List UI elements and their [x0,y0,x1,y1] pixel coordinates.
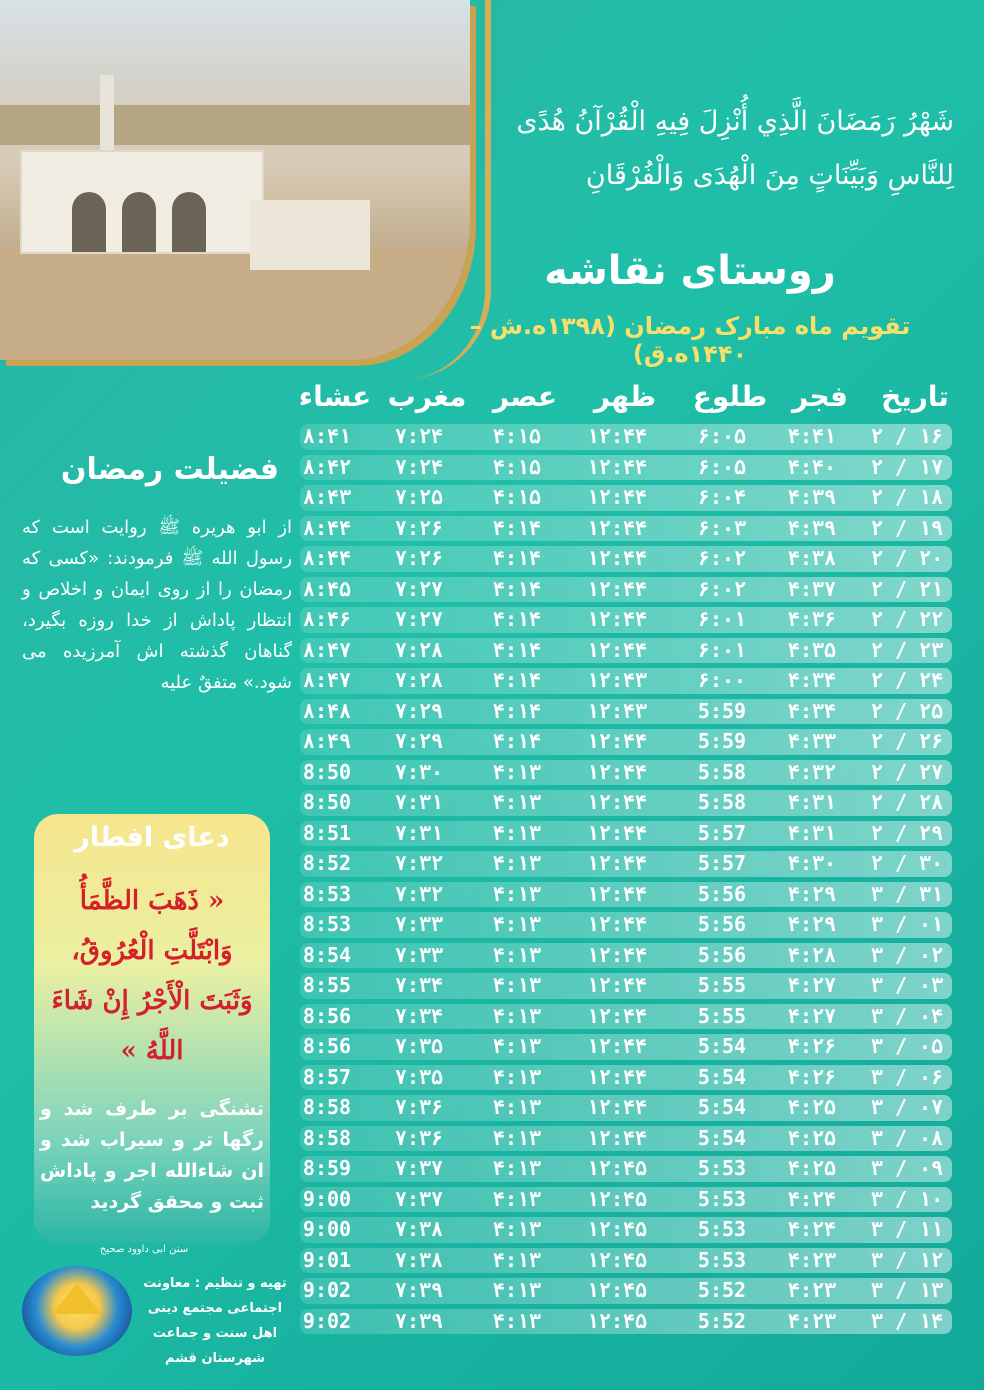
cell-fajr: ۴:۴۰ [787,454,837,479]
cell-maghrib: ۷:۳۸ [394,1217,444,1241]
cell-date: ۳ / ۱۲ [870,1247,944,1272]
cell-isha: 8:50 [302,790,352,814]
cell-fajr: ۴:۳۶ [787,607,837,631]
cell-isha: 8:52 [302,851,352,875]
cell-sunrise: ۶:۰۴ [697,485,747,509]
cell-isha: 8:54 [302,942,352,967]
cell-dhuhr: ۱۲:۴۴ [586,454,648,479]
cell-dhuhr: ۱۲:۴۴ [586,973,648,997]
organization-logo [22,1266,132,1356]
cell-date: ۳ / ۳۱ [870,881,944,906]
cell-fajr: ۴:۳۴ [787,668,837,692]
cell-isha: ۸:۴۲ [302,454,352,479]
cell-dhuhr: ۱۲:۴۴ [586,759,648,784]
cell-asr: ۴:۱۳ [492,1308,542,1333]
cell-isha: 8:51 [302,820,352,845]
cell-date: ۳ / ۱۴ [870,1308,944,1333]
cell-maghrib: ۷:۳۷ [394,1156,444,1180]
quran-verse [454,95,954,203]
cell-sunrise: ۶:۰۵ [697,424,747,448]
header-sunrise: طلوع [692,380,768,413]
cell-date: ۲ / ۳۰ [870,851,944,875]
cell-dhuhr: ۱۲:۴۴ [586,576,648,601]
cell-sunrise: ۶:۰۳ [697,515,747,540]
verse-line-2: لِلنَّاسِ وَبَيِّنَاتٍ مِنَ الْهُدَى وَالْفُرْقَانِ [585,160,954,191]
cell-asr: ۴:۱۳ [492,1156,542,1180]
table-row [300,607,952,633]
cell-maghrib: ۷:۲۷ [394,576,444,601]
table-row [300,1309,952,1335]
cell-isha: 9:00 [302,1186,352,1211]
cell-fajr: ۴:۳۱ [787,820,837,845]
header-fajr: فجر [792,380,848,413]
cell-dhuhr: ۱۲:۴۴ [586,1125,648,1150]
cell-date: ۲ / ۱۷ [870,454,944,479]
cell-asr: ۴:۱۴ [492,668,542,692]
table-header [300,380,960,420]
cell-isha: 8:56 [302,1003,352,1028]
cell-fajr: ۴:۲۶ [787,1034,837,1058]
cell-maghrib: ۷:۳۲ [394,881,444,906]
cell-isha: ۸:۴۷ [302,668,352,692]
cell-maghrib: ۷:۳۱ [394,790,444,814]
cell-date: ۲ / ۲۰ [870,546,944,570]
cell-asr: ۴:۱۳ [492,1247,542,1272]
cell-maghrib: ۷:۳۹ [394,1308,444,1333]
cell-asr: ۴:۱۴ [492,576,542,601]
fadilat-title: فضیلت رمضان [60,452,280,487]
cell-asr: ۴:۱۳ [492,1186,542,1211]
cell-dhuhr: ۱۲:۴۴ [586,424,648,448]
cell-asr: ۴:۱۴ [492,546,542,570]
table-row [300,729,952,755]
table-row [300,1187,952,1213]
table-row [300,638,952,664]
table-row [300,1065,952,1091]
prepared-by: تهیه و تنظیم : معاونت اجتماعی مجتمع دینی اهل سنت و جماعت شهرستان قشم [143,1276,287,1366]
cell-date: ۲ / ۱۸ [870,485,944,509]
cell-asr: ۴:۱۳ [492,820,542,845]
cell-dhuhr: ۱۲:۴۴ [586,546,648,570]
cell-asr: ۴:۱۳ [492,912,542,936]
cell-sunrise: 5:53 [697,1186,747,1211]
cell-sunrise: 5:58 [697,759,747,784]
cell-dhuhr: ۱۲:۴۴ [586,485,648,509]
cell-dhuhr: ۱۲:۴۵ [586,1247,648,1272]
cell-maghrib: ۷:۲۴ [394,424,444,448]
cell-fajr: ۴:۲۵ [787,1125,837,1150]
cell-sunrise: 5:53 [697,1247,747,1272]
cell-dhuhr: ۱۲:۴۴ [586,851,648,875]
table-row [300,546,952,572]
cell-dhuhr: ۱۲:۴۴ [586,515,648,540]
cell-sunrise: 5:54 [697,1125,747,1150]
cell-maghrib: ۷:۳۶ [394,1095,444,1119]
cell-date: ۳ / ۰۲ [870,942,944,967]
cell-dhuhr: ۱۲:۴۴ [586,820,648,845]
cell-asr: ۴:۱۴ [492,698,542,723]
cell-dhuhr: ۱۲:۴۴ [586,1064,648,1089]
header-maghrib: مغرب [387,380,467,413]
cell-fajr: ۴:۲۷ [787,1003,837,1028]
cell-asr: ۴:۱۳ [492,790,542,814]
cell-dhuhr: ۱۲:۴۴ [586,912,648,936]
cell-isha: ۸:۴۶ [302,607,352,631]
cell-sunrise: 5:55 [697,973,747,997]
cell-asr: ۴:۱۳ [492,1003,542,1028]
cell-sunrise: ۶:۰۲ [697,546,747,570]
cell-fajr: ۴:۲۴ [787,1217,837,1241]
cell-date: ۲ / ۲۷ [870,759,944,784]
cell-maghrib: ۷:۲۵ [394,485,444,509]
cell-asr: ۴:۱۳ [492,1217,542,1241]
fadilat-text: از ابو هریره ﷺ روایت است که رسول الله ﷺ فرمودند: «کسی که رمضان را از روی ایمان و اخلاص و انتظار پاداش از خدا روزه بگیرد، گناهان گذشته اش آمرزیده می شود.» متفقٌ علیه [22,517,292,693]
table-row [300,912,952,938]
cell-date: ۲ / ۲۹ [870,820,944,845]
dua-text: « ذَهَبَ الظَّمَأُ وَابْتَلَّتِ الْعُرُوقُ، وَثَبَتَ الْأَجْرُ إِنْ شَاءَ اللَّهُ » [51,886,253,1066]
cell-maghrib: ۷:۲۶ [394,546,444,570]
cell-asr: ۴:۱۴ [492,637,542,662]
dua-translation: تشنگی بر طرف شد و رگها تر و سیراب شد و ان شاءالله اجر و پاداش ثبت و محقق گردید [40,1098,264,1213]
cell-isha: ۸:۴۴ [302,515,352,540]
cell-isha: 9:02 [302,1308,352,1333]
cell-maghrib: ۷:۲۹ [394,729,444,753]
cell-date: ۳ / ۰۶ [870,1064,944,1089]
verse-line-1: شَهْرُ رَمَضَانَ الَّذِي أُنْزِلَ فِيهِ الْقُرْآنُ هُدًى [516,106,954,137]
cell-fajr: ۴:۲۷ [787,973,837,997]
cell-fajr: ۴:۲۳ [787,1278,837,1302]
cell-fajr: ۴:۲۵ [787,1156,837,1180]
cell-isha: ۸:۴۹ [302,729,352,753]
cell-sunrise: 5:58 [697,790,747,814]
cell-asr: ۴:۱۳ [492,881,542,906]
table-row [300,668,952,694]
cell-asr: ۴:۱۳ [492,1095,542,1119]
cell-fajr: ۴:۳۹ [787,515,837,540]
cell-dhuhr: ۱۲:۴۵ [586,1186,648,1211]
cell-date: ۳ / ۰۷ [870,1095,944,1119]
cell-dhuhr: ۱۲:۴۵ [586,1156,648,1180]
table-row [300,577,952,603]
table-row [300,1034,952,1060]
cell-asr: ۴:۱۵ [492,454,542,479]
cell-sunrise: 5:54 [697,1064,747,1089]
cell-asr: ۴:۱۴ [492,729,542,753]
cell-asr: ۴:۱۴ [492,515,542,540]
cell-isha: 9:00 [302,1217,352,1241]
table-row [300,943,952,969]
cell-fajr: ۴:۳۳ [787,729,837,753]
cell-date: ۲ / ۲۳ [870,637,944,662]
cell-date: ۳ / ۰۱ [870,912,944,936]
cell-date: ۳ / ۱۰ [870,1186,944,1211]
cell-fajr: ۴:۳۵ [787,637,837,662]
cell-date: ۲ / ۱۶ [870,424,944,448]
cell-sunrise: ۶:۰۰ [697,668,747,692]
cell-dhuhr: ۱۲:۴۵ [586,1278,648,1302]
cell-isha: ۸:۴۱ [302,424,352,448]
cell-asr: ۴:۱۳ [492,1278,542,1302]
cell-isha: 8:58 [302,1095,352,1119]
cell-sunrise: 5:56 [697,942,747,967]
cell-date: ۲ / ۲۶ [870,729,944,753]
cell-dhuhr: ۱۲:۴۴ [586,1034,648,1058]
cell-isha: 8:57 [302,1064,352,1089]
header-asr: عصر [492,380,558,413]
cell-sunrise: 5:57 [697,851,747,875]
cell-isha: ۸:۴۳ [302,485,352,509]
cell-isha: 8:59 [302,1156,352,1180]
table-row [300,790,952,816]
cell-isha: 8:53 [302,881,352,906]
cell-isha: 8:56 [302,1034,352,1058]
cell-sunrise: 5:59 [697,698,747,723]
cell-isha: 8:53 [302,912,352,936]
table-row [300,516,952,542]
cell-sunrise: 5:54 [697,1095,747,1119]
cell-sunrise: 5:54 [697,1034,747,1058]
cell-sunrise: 5:53 [697,1217,747,1241]
cell-date: ۲ / ۲۲ [870,607,944,631]
cell-fajr: ۴:۲۳ [787,1247,837,1272]
cell-asr: ۴:۱۳ [492,1034,542,1058]
cell-sunrise: 5:56 [697,881,747,906]
cell-date: ۳ / ۰۹ [870,1156,944,1180]
cell-maghrib: ۷:۳۶ [394,1125,444,1150]
cell-sunrise: 5:57 [697,820,747,845]
cell-fajr: ۴:۲۳ [787,1308,837,1333]
cell-maghrib: ۷:۳۷ [394,1186,444,1211]
cell-isha: ۸:۴۵ [302,576,352,601]
cell-maghrib: ۷:۳۵ [394,1064,444,1089]
table-row [300,485,952,511]
cell-date: ۲ / ۲۱ [870,576,944,601]
cell-date: ۳ / ۱۳ [870,1278,944,1302]
cell-maghrib: ۷:۲۶ [394,515,444,540]
cell-sunrise: 5:52 [697,1278,747,1302]
table-row [300,424,952,450]
cell-dhuhr: ۱۲:۴۳ [586,668,648,692]
cell-sunrise: ۶:۰۲ [697,576,747,601]
header-date: تاریخ [881,380,949,413]
cell-dhuhr: ۱۲:۴۴ [586,729,648,753]
cell-sunrise: ۶:۰۱ [697,637,747,662]
cell-isha: 9:01 [302,1247,352,1272]
cell-date: ۳ / ۰۸ [870,1125,944,1150]
table-row [300,851,952,877]
prayer-times-table [300,424,952,1339]
table-row [300,1095,952,1121]
cell-sunrise: 5:59 [697,729,747,753]
cell-asr: ۴:۱۳ [492,1125,542,1150]
cell-isha: ۸:۴۸ [302,698,352,723]
cell-fajr: ۴:۲۵ [787,1095,837,1119]
cell-dhuhr: ۱۲:۴۴ [586,942,648,967]
cell-fajr: ۴:۲۹ [787,912,837,936]
table-row [300,1156,952,1182]
cell-dhuhr: ۱۲:۴۴ [586,790,648,814]
cell-fajr: ۴:۳۴ [787,698,837,723]
dua-source: سنن ابی داوود صحیح [99,1244,189,1255]
cell-maghrib: ۷:۲۴ [394,454,444,479]
header-dhuhr: ظهر [593,380,657,413]
cell-maghrib: ۷:۳۳ [394,942,444,967]
cell-sunrise: 5:55 [697,1003,747,1028]
cell-fajr: ۴:۳۸ [787,546,837,570]
cell-maghrib: ۷:۳۸ [394,1247,444,1272]
cell-fajr: ۴:۲۸ [787,942,837,967]
cell-dhuhr: ۱۲:۴۴ [586,1095,648,1119]
cell-maghrib: ۷:۳۵ [394,1034,444,1058]
cell-maghrib: ۷:۲۹ [394,698,444,723]
table-row [300,973,952,999]
cell-date: ۳ / ۰۴ [870,1003,944,1028]
village-title: روستای نقاشه [544,248,836,294]
cell-date: ۲ / ۲۵ [870,698,944,723]
table-row [300,882,952,908]
cell-fajr: ۴:۲۴ [787,1186,837,1211]
cell-dhuhr: ۱۲:۴۵ [586,1217,648,1241]
cell-isha: 8:55 [302,973,352,997]
cell-dhuhr: ۱۲:۴۴ [586,607,648,631]
cell-sunrise: 5:56 [697,912,747,936]
cell-maghrib: ۷:۲۷ [394,607,444,631]
calendar-title: تقویم ماه مبارک رمضان (۱۳۹۸ه.ش – ۱۴۴۰ه.ق) [469,312,911,368]
cell-isha: ۸:۴۴ [302,546,352,570]
cell-asr: ۴:۱۳ [492,942,542,967]
cell-maghrib: ۷:۳۲ [394,851,444,875]
cell-dhuhr: ۱۲:۴۵ [586,1308,648,1333]
cell-maghrib: ۷:۳۴ [394,1003,444,1028]
cell-sunrise: 5:53 [697,1156,747,1180]
cell-maghrib: ۷:۲۸ [394,668,444,692]
cell-fajr: ۴:۳۷ [787,576,837,601]
cell-maghrib: ۷:۳۱ [394,820,444,845]
table-row [300,1004,952,1030]
cell-sunrise: 5:52 [697,1308,747,1333]
cell-dhuhr: ۱۲:۴۳ [586,698,648,723]
table-row [300,1217,952,1243]
table-row [300,821,952,847]
cell-dhuhr: ۱۲:۴۴ [586,1003,648,1028]
cell-date: ۲ / ۲۴ [870,668,944,692]
table-row [300,1126,952,1152]
cell-asr: ۴:۱۳ [492,851,542,875]
cell-isha: 8:58 [302,1125,352,1150]
cell-maghrib: ۷:۳۴ [394,973,444,997]
cell-date: ۲ / ۲۸ [870,790,944,814]
cell-isha: 9:02 [302,1278,352,1302]
table-row [300,1278,952,1304]
cell-asr: ۴:۱۴ [492,607,542,631]
cell-fajr: ۴:۲۶ [787,1064,837,1089]
cell-isha: ۸:۴۷ [302,637,352,662]
cell-fajr: ۴:۴۱ [787,424,837,448]
table-row [300,760,952,786]
cell-sunrise: ۶:۰۵ [697,454,747,479]
cell-maghrib: ۷:۳۳ [394,912,444,936]
cell-maghrib: ۷:۳۰ [394,759,444,784]
cell-asr: ۴:۱۳ [492,1064,542,1089]
table-row [300,1248,952,1274]
cell-fajr: ۴:۲۹ [787,881,837,906]
cell-date: ۳ / ۱۱ [870,1217,944,1241]
cell-maghrib: ۷:۲۸ [394,637,444,662]
header-isha: عشاء [298,380,372,413]
cell-asr: ۴:۱۳ [492,973,542,997]
cell-asr: ۴:۱۳ [492,759,542,784]
dua-title: دعای افطار [74,822,230,853]
cell-fajr: ۴:۳۱ [787,790,837,814]
dua-box [34,814,270,1255]
cell-fajr: ۴:۳۰ [787,851,837,875]
cell-fajr: ۴:۳۲ [787,759,837,784]
cell-sunrise: ۶:۰۱ [697,607,747,631]
cell-date: ۳ / ۰۳ [870,973,944,997]
table-row [300,699,952,725]
cell-maghrib: ۷:۳۹ [394,1278,444,1302]
cell-isha: 8:50 [302,759,352,784]
cell-asr: ۴:۱۵ [492,424,542,448]
cell-dhuhr: ۱۲:۴۴ [586,637,648,662]
cell-date: ۲ / ۱۹ [870,515,944,540]
table-row [300,455,952,481]
cell-date: ۳ / ۰۵ [870,1034,944,1058]
cell-asr: ۴:۱۵ [492,485,542,509]
cell-fajr: ۴:۳۹ [787,485,837,509]
cell-dhuhr: ۱۲:۴۴ [586,881,648,906]
